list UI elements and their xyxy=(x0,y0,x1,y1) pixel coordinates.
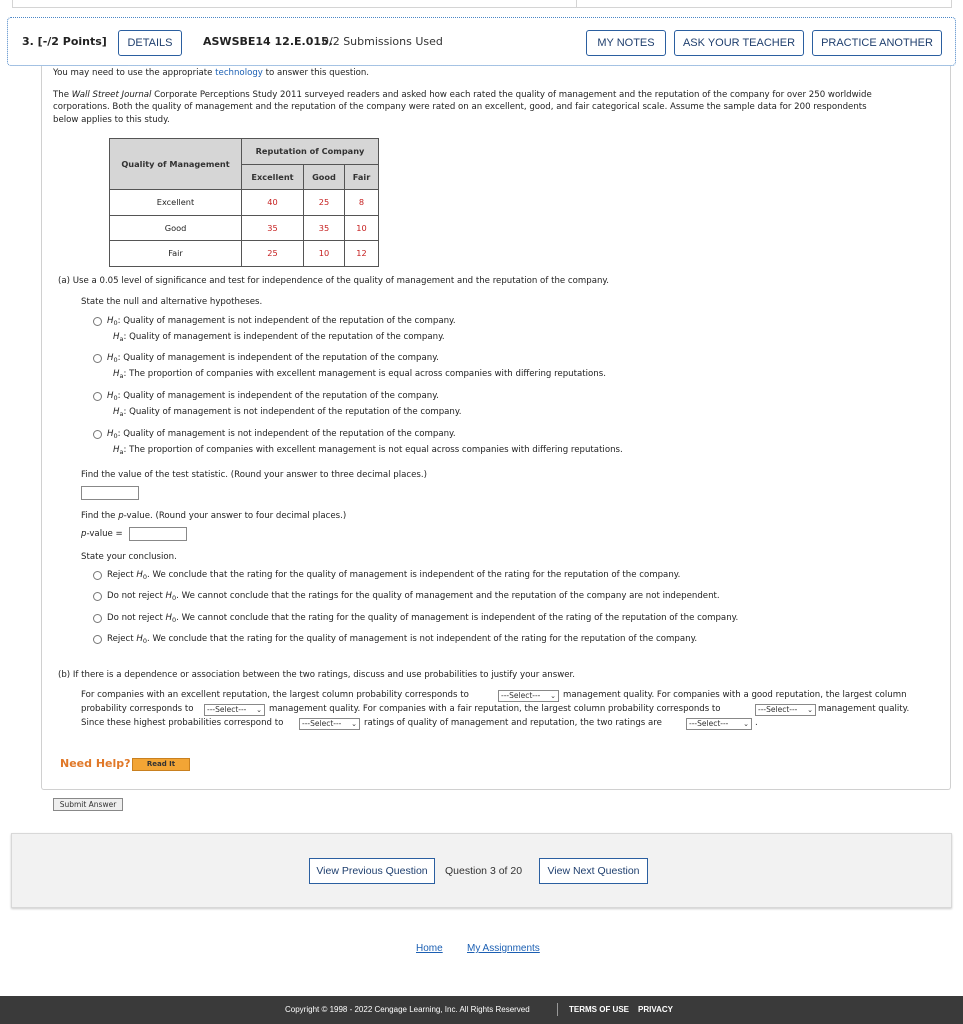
cell: 10 xyxy=(304,241,345,267)
row-header: Quality of Management xyxy=(110,139,242,190)
hypothesis-1-ha: $H_a$: Quality of management is independent of the reputation of the company. xyxy=(113,332,445,343)
part-b-text-1: For companies with an excellent reputation, the largest column probability corresponds to xyxy=(81,690,469,700)
question-navigation xyxy=(11,833,952,908)
part-b-text-6: Since these highest probabilities correspond to xyxy=(81,718,284,728)
intro-line-2: corporations. Both the quality of management and the reputation of the company were rated on an excellent, good, and fair categorical scale. Assume the sample data for 200 respondents xyxy=(53,102,867,112)
previous-question-strip xyxy=(12,0,952,8)
part-b-text-7: ratings of quality of management and reputation, the two ratings are xyxy=(364,718,662,728)
technology-link[interactable]: technology xyxy=(215,68,263,78)
conclusion-radio-2[interactable] xyxy=(93,592,102,601)
practice-another-button[interactable]: PRACTICE ANOTHER xyxy=(812,30,942,56)
test-statistic-input[interactable] xyxy=(81,486,139,500)
cell: 35 xyxy=(242,215,304,241)
terms-link[interactable]: TERMS OF USE xyxy=(569,1005,630,1014)
part-b-text-2: management quality. For companies with a good reputation, the largest column xyxy=(563,690,907,700)
ratings-are-select[interactable]: ---Select--- ⌄ xyxy=(686,718,752,730)
col-header: Good xyxy=(304,164,345,190)
part-a-prompt: (a) Use a 0.05 level of significance and test for independence of the quality of management and the reputation of the company. xyxy=(58,276,610,286)
submissions-used: 0/2 Submissions Used xyxy=(322,35,443,48)
part-b-text-5: management quality. xyxy=(818,704,910,714)
part-b-text-4: management quality. For companies with a fair reputation, the largest column probability corresponds to xyxy=(269,704,721,714)
cell: 40 xyxy=(242,190,304,216)
submit-answer-button[interactable]: Submit Answer xyxy=(53,798,123,811)
hypothesis-radio-4[interactable] xyxy=(93,430,102,439)
conclusion-radio-1[interactable] xyxy=(93,571,102,580)
col-header: Excellent xyxy=(242,164,304,190)
hypothesis-3-ha: $H_a$: Quality of management is not independent of the reputation of the company. xyxy=(113,407,462,418)
need-help-label: Need Help? xyxy=(60,757,131,770)
conclusion-radio-4[interactable] xyxy=(93,635,102,644)
excellent-reputation-select[interactable]: ---Select--- ⌄ xyxy=(498,690,559,702)
copyright: Copyright © 1998 - 2022 Cengage Learning, Inc. All Rights Reserved xyxy=(285,1005,530,1014)
chevron-down-icon: ⌄ xyxy=(351,720,357,728)
hypothesis-radio-3[interactable] xyxy=(93,392,102,401)
fair-reputation-select[interactable]: ---Select--- ⌄ xyxy=(755,704,816,716)
conclusion-prompt: State your conclusion. xyxy=(81,552,177,562)
details-button[interactable]: DETAILS xyxy=(118,30,182,56)
test-statistic-prompt: Find the value of the test statistic. (Round your answer to three decimal places.) xyxy=(81,470,427,480)
my-notes-button[interactable]: MY NOTES xyxy=(586,30,666,56)
contingency-table xyxy=(109,138,379,267)
page-footer xyxy=(0,996,963,1024)
question-position: Question 3 of 20 xyxy=(445,865,523,877)
hypothesis-4-ha: $H_a$: The proportion of companies with excellent management is not equal across companies with differing reputations. xyxy=(113,445,623,456)
technology-note: You may need to use the appropriate technology to answer this question. xyxy=(53,68,370,78)
intro-line-1: The Wall Street Journal Corporate Perceptions Study 2011 surveyed readers and asked how each rated the quality of management and the reputation of the company for over 250 worldwide xyxy=(53,90,872,100)
pvalue-input[interactable] xyxy=(129,527,187,541)
pvalue-prompt: Find the p-value. (Round your answer to four decimal places.) xyxy=(81,511,347,521)
cell: 25 xyxy=(242,241,304,267)
hypotheses-prompt: State the null and alternative hypotheses. xyxy=(81,297,263,307)
chevron-down-icon: ⌄ xyxy=(550,692,556,700)
row-label: Excellent xyxy=(110,190,242,216)
column-group-header: Reputation of Company xyxy=(242,139,379,165)
table-row xyxy=(110,215,379,241)
pvalue-label: p-value = xyxy=(81,529,123,539)
cell: 10 xyxy=(345,215,379,241)
hypothesis-4-h0: $H_0$: Quality of management is not independent of the reputation of the company. xyxy=(107,429,456,440)
chevron-down-icon: ⌄ xyxy=(256,706,262,714)
table-row xyxy=(110,241,379,267)
conclusion-radio-3[interactable] xyxy=(93,614,102,623)
cell: 25 xyxy=(304,190,345,216)
intro-line-3: below applies to this study. xyxy=(53,115,170,125)
table-row xyxy=(110,190,379,216)
row-label: Fair xyxy=(110,241,242,267)
home-link[interactable]: Home xyxy=(416,943,443,954)
ratings-correspond-select[interactable]: ---Select--- ⌄ xyxy=(299,718,360,730)
hypothesis-radio-2[interactable] xyxy=(93,354,102,363)
hypothesis-radio-1[interactable] xyxy=(93,317,102,326)
row-label: Good xyxy=(110,215,242,241)
hypothesis-2-ha: $H_a$: The proportion of companies with excellent management is equal across companies with differing reputations. xyxy=(113,369,606,380)
next-question-button[interactable]: View Next Question xyxy=(539,858,648,884)
hypothesis-1-h0: $H_0$: Quality of management is not independent of the reputation of the company. xyxy=(107,316,456,327)
conclusion-2-text: Do not reject $H_0$. We cannot conclude that the ratings for the quality of management and the reputation of the company are not independent. xyxy=(107,591,720,602)
question-code: ASWSBE14 12.E.015. xyxy=(203,35,333,48)
conclusion-4-text: Reject $H_0$. We conclude that the rating for the quality of management is not independent of the rating for the reputation of the company. xyxy=(107,634,698,645)
read-it-button[interactable]: Read It xyxy=(132,758,190,771)
ask-your-teacher-button[interactable]: ASK YOUR TEACHER xyxy=(674,30,804,56)
cell: 8 xyxy=(345,190,379,216)
chevron-down-icon: ⌄ xyxy=(807,706,813,714)
part-b-prompt: (b) If there is a dependence or association between the two ratings, discuss and use probabilities to justify your answer. xyxy=(58,670,576,680)
my-assignments-link[interactable]: My Assignments xyxy=(467,943,540,954)
cell: 12 xyxy=(345,241,379,267)
chevron-down-icon: ⌄ xyxy=(743,720,749,728)
hypothesis-3-h0: $H_0$: Quality of management is independent of the reputation of the company. xyxy=(107,391,439,402)
part-b-end: . xyxy=(755,718,758,728)
question-header xyxy=(7,17,956,66)
previous-question-button[interactable]: View Previous Question xyxy=(309,858,435,884)
col-header: Fair xyxy=(345,164,379,190)
part-b-text-3: probability corresponds to xyxy=(81,704,194,714)
cell: 35 xyxy=(304,215,345,241)
question-number: 3. [-/2 Points] xyxy=(22,35,107,48)
good-reputation-select[interactable]: ---Select--- ⌄ xyxy=(204,704,265,716)
privacy-link[interactable]: PRIVACY xyxy=(638,1005,673,1014)
conclusion-3-text: Do not reject $H_0$. We cannot conclude that the rating for the quality of management is independent of the rating of the reputation of the company. xyxy=(107,613,739,624)
conclusion-1-text: Reject $H_0$. We conclude that the rating for the quality of management is independent of the rating for the reputation of the company. xyxy=(107,570,681,581)
hypothesis-2-h0: $H_0$: Quality of management is independent of the reputation of the company. xyxy=(107,353,439,364)
